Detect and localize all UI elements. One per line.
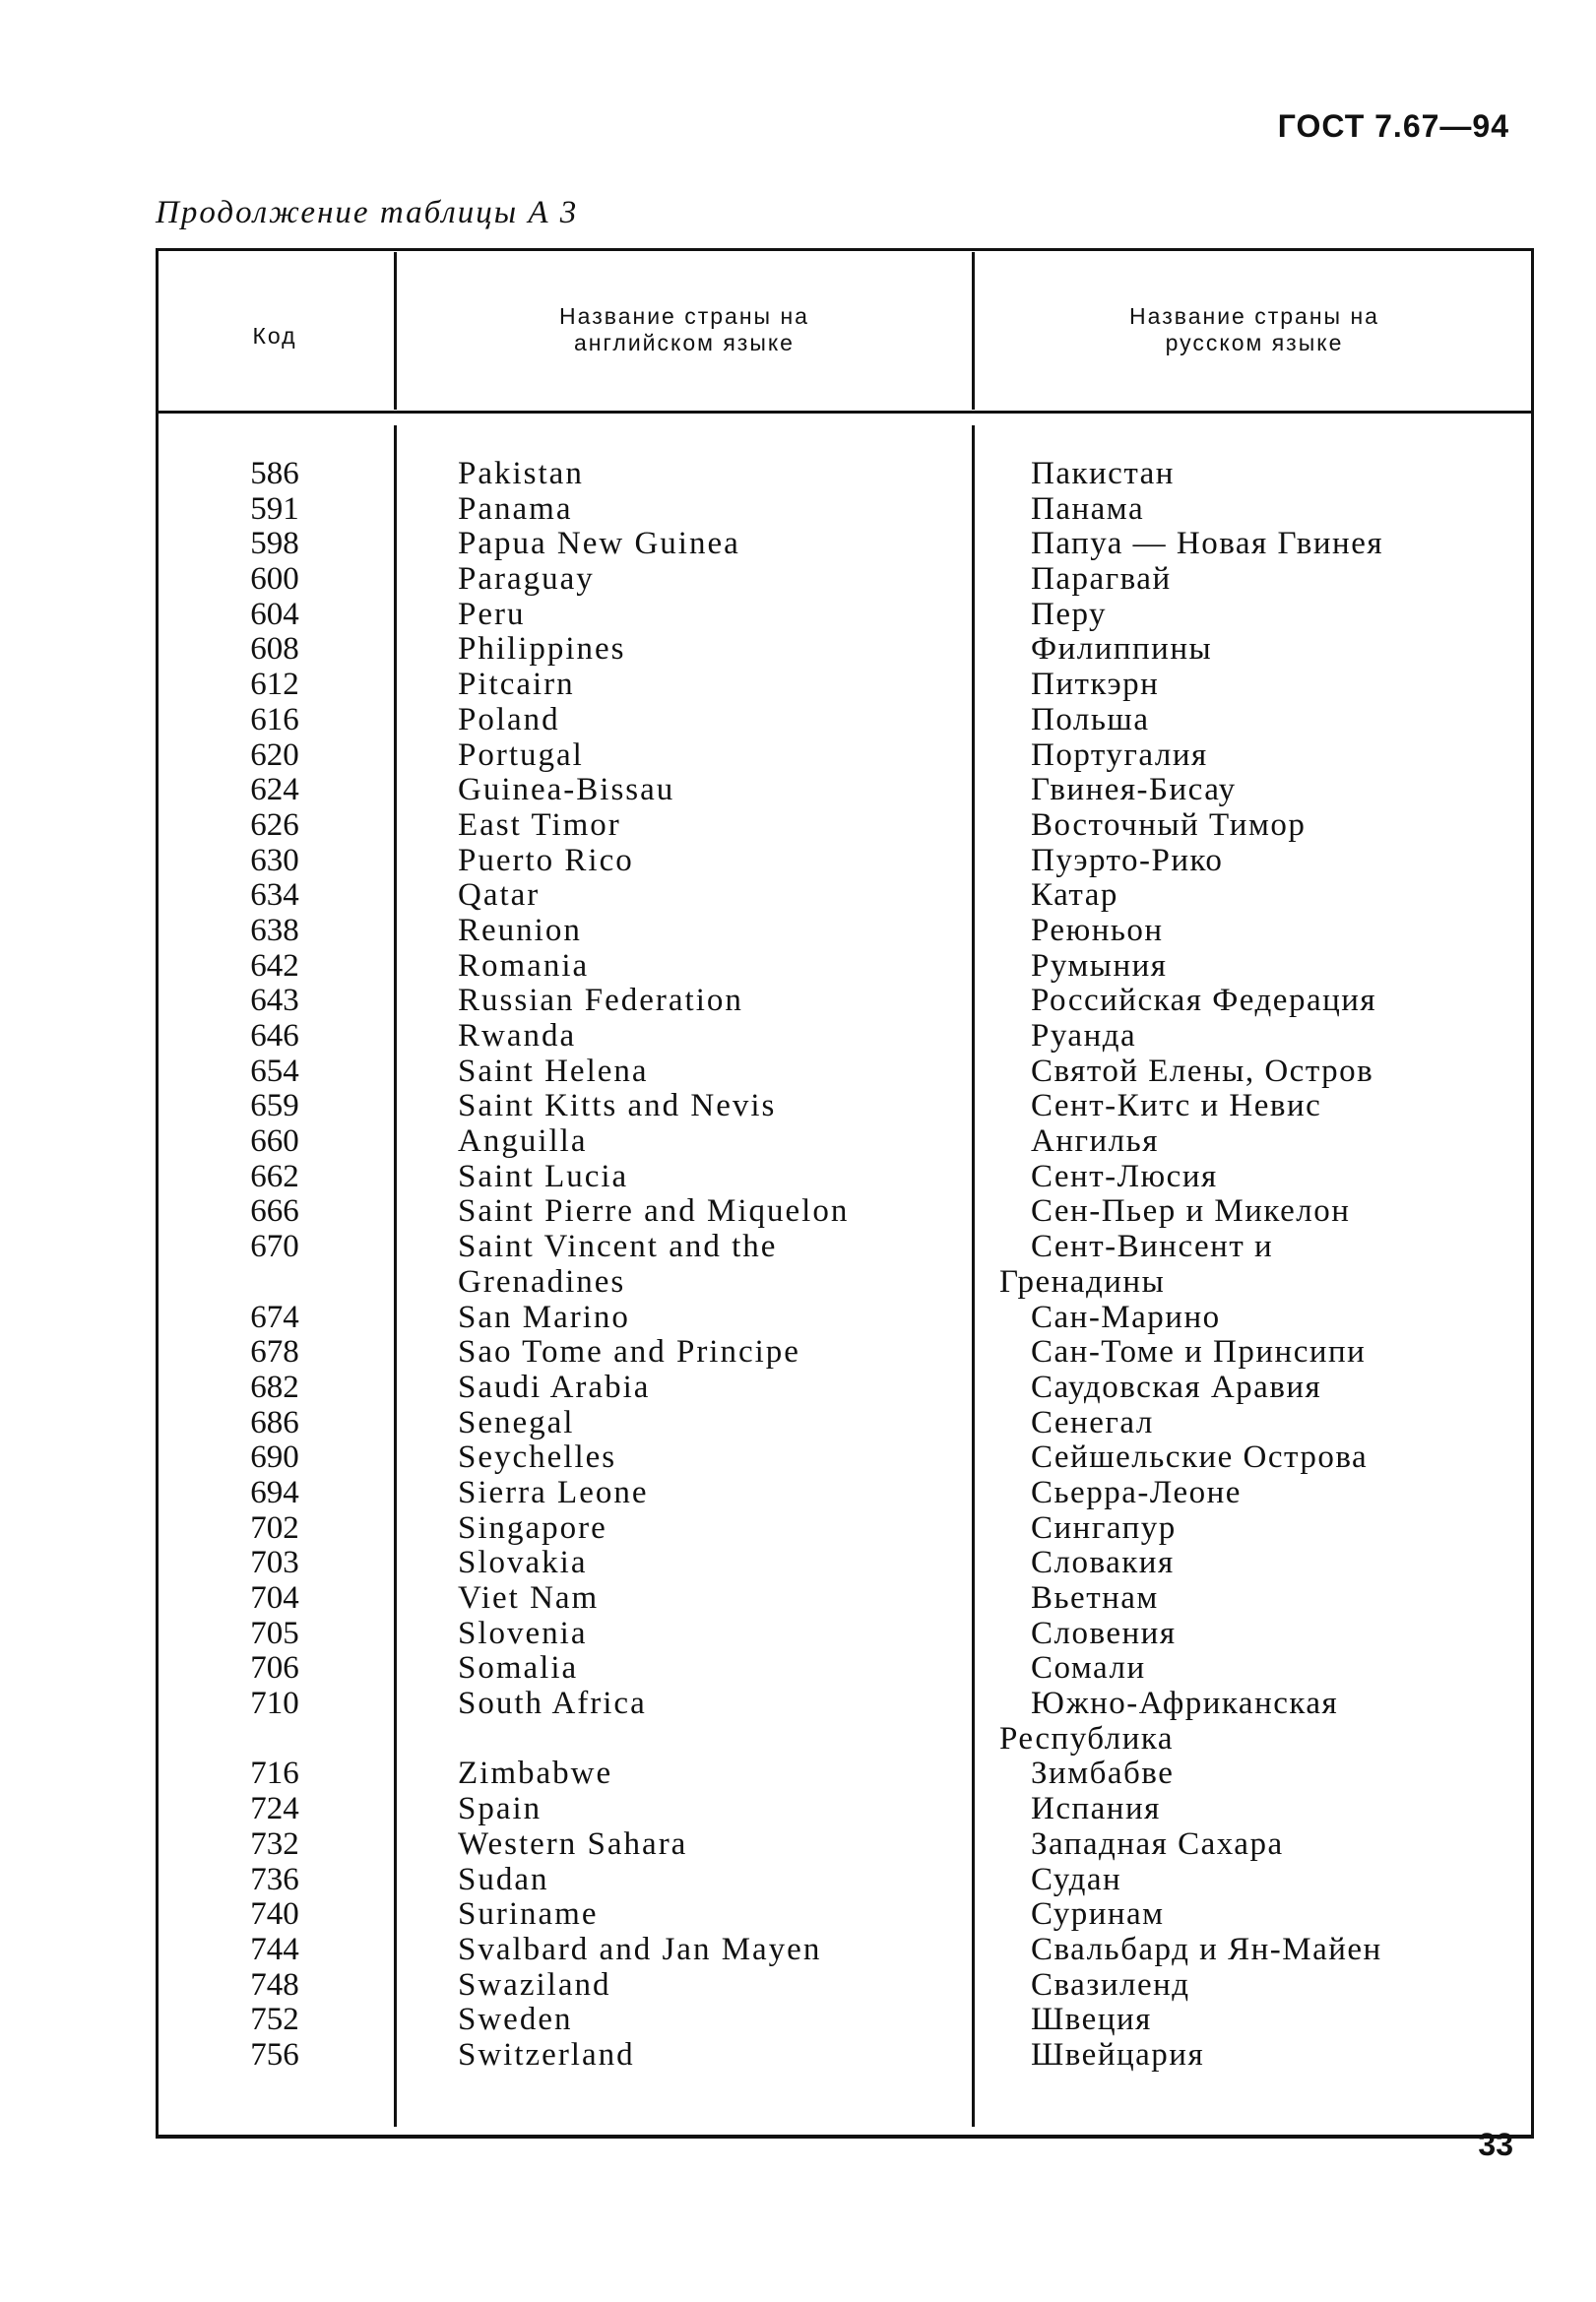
table-row	[156, 1019, 1534, 1055]
country-code-cell: 634	[250, 877, 299, 914]
russian-name-cell: Гренадины	[999, 1263, 1166, 1300]
country-code-cell: 598	[250, 526, 299, 562]
table-row	[156, 1511, 1534, 1547]
table-bottom-rule	[156, 2135, 1534, 2139]
table-row	[156, 949, 1534, 985]
english-name-cell: Saint Kitts and Nevis	[458, 1088, 777, 1124]
country-code-cell: 705	[250, 1615, 299, 1651]
table-row	[156, 1230, 1534, 1265]
english-name-cell: Saint Vincent and the	[458, 1229, 778, 1265]
table-row	[156, 738, 1534, 774]
russian-name-cell: Руанда	[1031, 1018, 1137, 1054]
country-code-table	[156, 248, 1534, 2139]
country-code-cell: 612	[250, 667, 299, 703]
country-code-cell: 659	[250, 1088, 299, 1124]
english-name-cell: Sierra Leone	[458, 1474, 649, 1510]
russian-name-cell: Швейцария	[1031, 2036, 1205, 2073]
country-code-cell: 604	[250, 596, 299, 632]
english-name-cell: Rwanda	[458, 1018, 577, 1054]
english-name-cell: Grenadines	[458, 1263, 626, 1300]
table-row	[156, 2038, 1534, 2074]
russian-name-cell: Филиппины	[1031, 631, 1213, 668]
table-row	[156, 1968, 1534, 2004]
country-code-cell: 586	[250, 456, 299, 491]
country-code-cell: 703	[250, 1545, 299, 1581]
russian-name-cell: Восточный Тимор	[1031, 806, 1307, 843]
english-name-cell: Viet Nam	[458, 1580, 600, 1616]
country-code-cell: 624	[250, 772, 299, 808]
russian-name-cell: Судан	[1031, 1861, 1122, 1897]
country-code-cell: 732	[250, 1825, 299, 1862]
country-code-cell: 608	[250, 631, 299, 668]
russian-name-cell: Саудовская Аравия	[1031, 1369, 1322, 1405]
table-row	[156, 1792, 1534, 1827]
table-row	[156, 1827, 1534, 1863]
russian-name-cell: Швеция	[1031, 2002, 1152, 2038]
country-code-cell: 694	[250, 1474, 299, 1510]
english-name-cell: Qatar	[458, 877, 541, 914]
country-code-cell: 740	[250, 1896, 299, 1933]
country-code-cell: 600	[250, 561, 299, 598]
table-row	[156, 1651, 1534, 1687]
english-name-cell: Singapore	[458, 1509, 607, 1546]
country-code-cell: 690	[250, 1439, 299, 1476]
english-name-cell: Papua New Guinea	[458, 526, 740, 562]
country-code-cell: 744	[250, 1931, 299, 1967]
country-code-cell: 674	[250, 1299, 299, 1335]
english-name-cell: Puerto Rico	[458, 842, 634, 878]
country-code-cell: 716	[250, 1756, 299, 1792]
english-name-cell: Russian Federation	[458, 983, 743, 1019]
russian-name-cell: Сенегал	[1031, 1404, 1154, 1440]
english-name-cell: Panama	[458, 490, 573, 527]
column-header-russian-line: Название страны на	[1129, 303, 1379, 329]
table-row	[156, 1194, 1534, 1230]
english-name-cell: Philippines	[458, 631, 626, 668]
table-row	[156, 878, 1534, 914]
russian-name-cell: Румыния	[1031, 947, 1168, 984]
russian-name-cell: Реюньон	[1031, 912, 1164, 948]
table-row	[156, 984, 1534, 1019]
english-name-cell: South Africa	[458, 1686, 647, 1722]
column-header-english-line: Название страны на	[559, 303, 809, 329]
table-row	[156, 1617, 1534, 1652]
english-name-cell: Senegal	[458, 1404, 575, 1440]
table-row	[156, 844, 1534, 879]
table-row	[156, 1476, 1534, 1511]
country-code-cell: 702	[250, 1509, 299, 1546]
russian-name-cell: Сьерра-Леоне	[1031, 1474, 1242, 1510]
english-name-cell: Zimbabwe	[458, 1756, 613, 1792]
table-row	[156, 1440, 1534, 1476]
table-row	[156, 1546, 1534, 1581]
country-code-cell: 678	[250, 1334, 299, 1371]
russian-name-cell: Ангилья	[1031, 1123, 1159, 1160]
table-row	[156, 2003, 1534, 2038]
page-number: 33	[1478, 2127, 1513, 2162]
russian-name-cell: Словения	[1031, 1615, 1177, 1651]
table-row	[156, 808, 1534, 844]
table-row	[156, 1055, 1534, 1090]
country-code-cell: 756	[250, 2036, 299, 2073]
country-code-cell: 682	[250, 1369, 299, 1405]
table-row	[156, 1089, 1534, 1124]
english-name-cell: Saint Pierre and Miquelon	[458, 1193, 850, 1230]
country-code-cell: 620	[250, 736, 299, 773]
country-code-cell: 752	[250, 2002, 299, 2038]
table-row	[156, 1933, 1534, 1968]
russian-name-cell: Зимбабве	[1031, 1756, 1175, 1792]
russian-name-cell: Перу	[1031, 596, 1108, 632]
country-code-cell: 630	[250, 842, 299, 878]
english-name-cell: Poland	[458, 701, 560, 737]
country-code-cell: 638	[250, 912, 299, 948]
russian-name-cell: Западная Сахара	[1031, 1825, 1284, 1862]
column-header-code: Код	[252, 323, 297, 349]
table-row	[156, 1160, 1534, 1195]
country-code-cell: 748	[250, 1966, 299, 2003]
column-header-english-line: английском языке	[574, 330, 795, 355]
country-code-cell: 710	[250, 1686, 299, 1722]
country-code-cell: 646	[250, 1018, 299, 1054]
country-code-cell: 642	[250, 947, 299, 984]
english-name-cell: Pitcairn	[458, 667, 575, 703]
country-code-cell: 626	[250, 806, 299, 843]
english-name-cell: Anguilla	[458, 1123, 588, 1160]
table-row	[156, 1897, 1534, 1933]
country-code-cell: 724	[250, 1791, 299, 1827]
english-name-cell: Saint Lucia	[458, 1158, 629, 1194]
russian-name-cell: Катар	[1031, 877, 1118, 914]
country-code-cell: 686	[250, 1404, 299, 1440]
english-name-cell: Peru	[458, 596, 526, 632]
russian-name-cell: Российская Федерация	[1031, 983, 1377, 1019]
english-name-cell: Swaziland	[458, 1966, 611, 2003]
english-name-cell: Sudan	[458, 1861, 549, 1897]
english-name-cell: Switzerland	[458, 2036, 635, 2073]
russian-name-cell: Питкэрн	[1031, 667, 1160, 703]
english-name-cell: Somalia	[458, 1650, 579, 1687]
russian-name-cell: Южно-Африканская	[1031, 1686, 1339, 1722]
russian-name-cell: Сингапур	[1031, 1509, 1177, 1546]
table-row	[156, 1581, 1534, 1617]
table-row	[156, 914, 1534, 949]
table-row	[156, 1687, 1534, 1722]
russian-name-cell: Республика	[999, 1720, 1175, 1757]
column-header-english	[397, 303, 972, 356]
english-name-cell: Pakistan	[458, 456, 584, 491]
table-row	[156, 527, 1534, 562]
english-name-cell: Sao Tome and Principe	[458, 1334, 800, 1371]
country-code-cell: 591	[250, 490, 299, 527]
russian-name-cell: Сейшельские Острова	[1031, 1439, 1369, 1476]
column-header-russian-line: русском языке	[1165, 330, 1344, 355]
country-code-cell: 670	[250, 1229, 299, 1265]
table-body	[156, 457, 1534, 2074]
english-name-cell: Romania	[458, 947, 590, 984]
country-code-cell: 654	[250, 1053, 299, 1089]
english-name-cell: Spain	[458, 1791, 543, 1827]
english-name-cell: Slovakia	[458, 1545, 588, 1581]
table-row	[156, 703, 1534, 738]
russian-name-cell: Португалия	[1031, 736, 1208, 773]
russian-name-cell: Пуэрто-Рико	[1031, 842, 1224, 878]
table-top-rule	[156, 248, 1534, 251]
english-name-cell: Guinea-Bissau	[458, 772, 675, 808]
english-name-cell: Saudi Arabia	[458, 1369, 651, 1405]
russian-name-cell: Вьетнам	[1031, 1580, 1159, 1616]
russian-name-cell: Папуа — Новая Гвинея	[1031, 526, 1384, 562]
english-name-cell: Saint Helena	[458, 1053, 649, 1089]
table-caption: Продолжение таблицы А 3	[156, 195, 579, 230]
russian-name-cell: Парагвай	[1031, 561, 1172, 598]
russian-name-cell: Пакистан	[1031, 456, 1175, 491]
russian-name-cell: Сент-Винсент и	[1031, 1229, 1274, 1265]
table-row	[156, 1863, 1534, 1898]
russian-name-cell: Сан-Томе и Принсипи	[1031, 1334, 1367, 1371]
russian-name-cell: Сан-Марино	[1031, 1299, 1221, 1335]
english-name-cell: Western Sahara	[458, 1825, 688, 1862]
table-header-rule	[156, 411, 1534, 414]
english-name-cell: Svalbard and Jan Mayen	[458, 1931, 822, 1967]
table-row	[156, 1722, 1534, 1758]
russian-name-cell: Польша	[1031, 701, 1150, 737]
russian-name-cell: Сент-Люсия	[1031, 1158, 1218, 1194]
table-row	[156, 492, 1534, 528]
english-name-cell: Paraguay	[458, 561, 595, 598]
russian-name-cell: Святой Елены, Остров	[1031, 1053, 1374, 1089]
table-row	[156, 562, 1534, 598]
russian-name-cell: Панама	[1031, 490, 1145, 527]
table-row	[156, 773, 1534, 808]
country-code-cell: 706	[250, 1650, 299, 1687]
russian-name-cell: Суринам	[1031, 1896, 1165, 1933]
table-row	[156, 1406, 1534, 1441]
country-code-cell: 662	[250, 1158, 299, 1194]
table-row	[156, 632, 1534, 668]
english-name-cell: Portugal	[458, 736, 584, 773]
russian-name-cell: Сент-Китс и Невис	[1031, 1088, 1322, 1124]
english-name-cell: San Marino	[458, 1299, 630, 1335]
table-row	[156, 457, 1534, 492]
country-code-cell: 660	[250, 1123, 299, 1160]
country-code-cell: 643	[250, 983, 299, 1019]
russian-name-cell: Свазиленд	[1031, 1966, 1190, 2003]
russian-name-cell: Сомали	[1031, 1650, 1146, 1687]
table-row	[156, 1371, 1534, 1406]
country-code-cell: 666	[250, 1193, 299, 1230]
table-row	[156, 668, 1534, 703]
english-name-cell: Slovenia	[458, 1615, 588, 1651]
russian-name-cell: Гвинея-Бисау	[1031, 772, 1237, 808]
russian-name-cell: Испания	[1031, 1791, 1161, 1827]
english-name-cell: Sweden	[458, 2002, 573, 2038]
table-row	[156, 1265, 1534, 1301]
english-name-cell: Suriname	[458, 1896, 599, 1933]
column-header-russian	[975, 303, 1534, 356]
standard-designation: ГОСТ 7.67—94	[1277, 108, 1509, 144]
table-row	[156, 1124, 1534, 1160]
table-row	[156, 1335, 1534, 1371]
russian-name-cell: Свальбард и Ян-Майен	[1031, 1931, 1382, 1967]
country-code-cell: 736	[250, 1861, 299, 1897]
country-code-cell: 616	[250, 701, 299, 737]
country-code-cell: 704	[250, 1580, 299, 1616]
english-name-cell: East Timor	[458, 806, 621, 843]
russian-name-cell: Словакия	[1031, 1545, 1175, 1581]
english-name-cell: Seychelles	[458, 1439, 617, 1476]
table-row	[156, 1301, 1534, 1336]
russian-name-cell: Сен-Пьер и Микелон	[1031, 1193, 1351, 1230]
table-row	[156, 1757, 1534, 1792]
table-row	[156, 598, 1534, 633]
english-name-cell: Reunion	[458, 912, 582, 948]
